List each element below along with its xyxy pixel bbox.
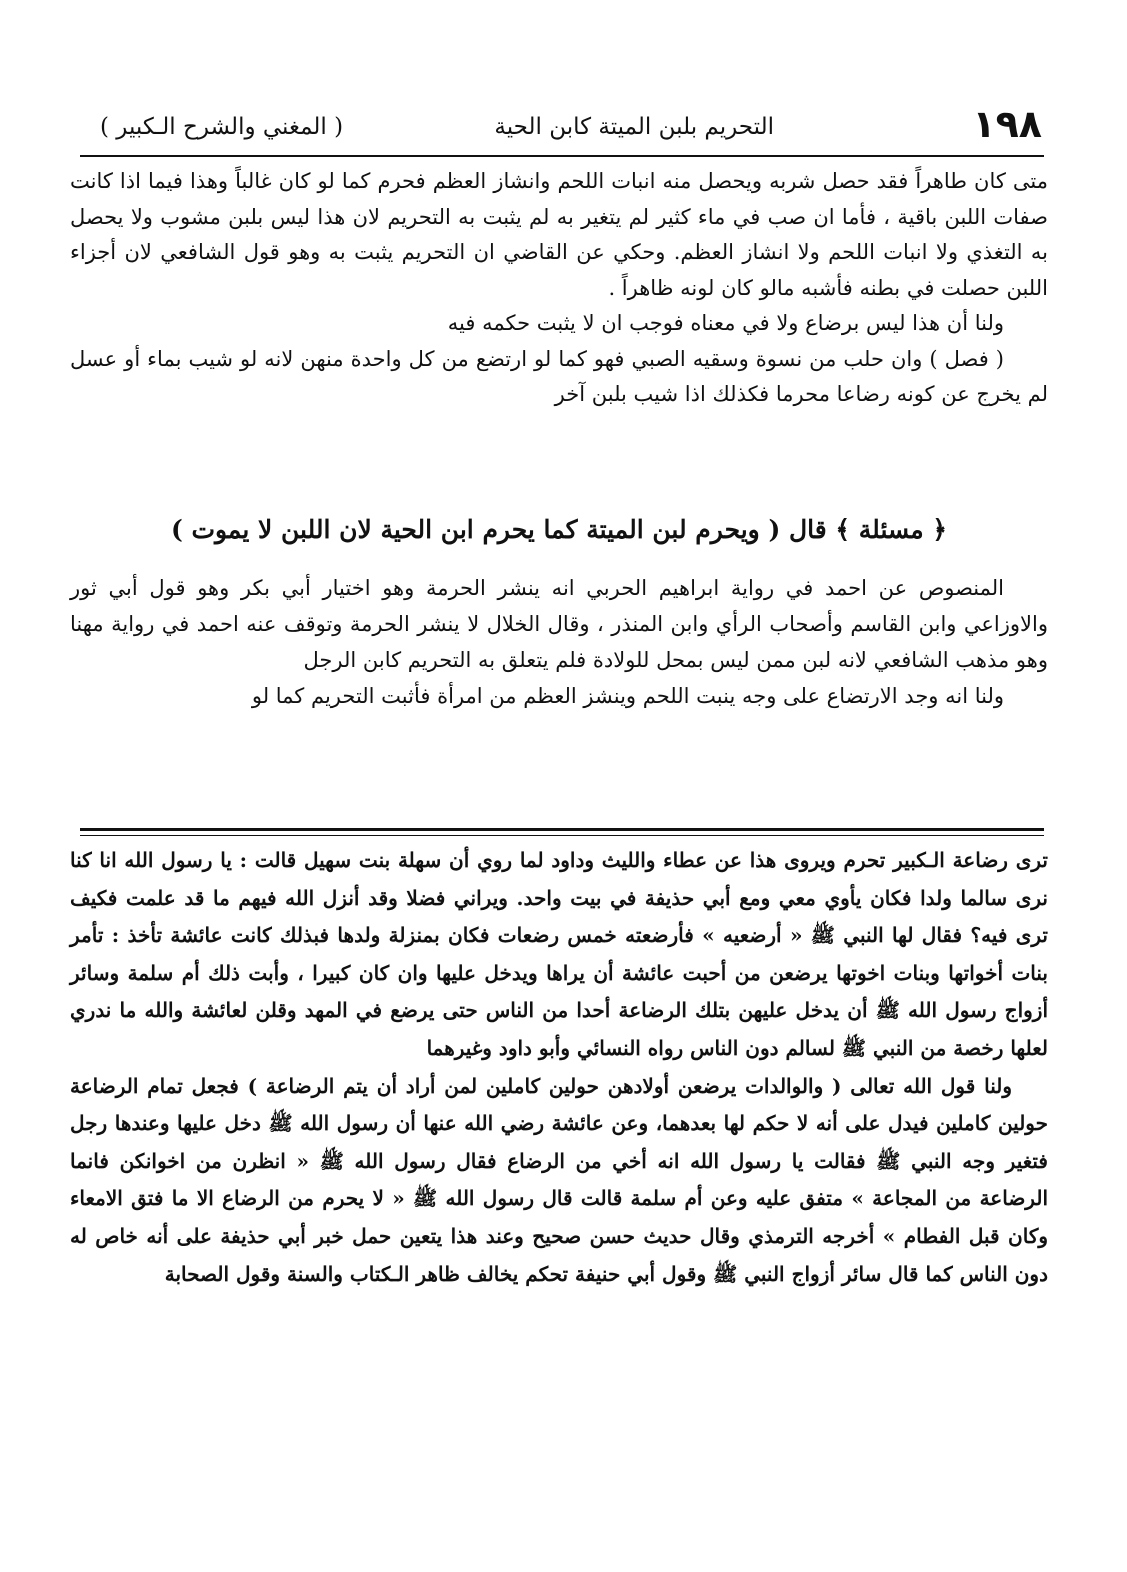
book-title: ( المغني والشرح الـكبير ) xyxy=(100,114,344,140)
main-paragraph: المنصوص عن احمد في رواية ابراهيم الحربي انه ينشر الحرمة وهو اختيار أبي بكر وهو قول أبي ثور والاوزاعي وابن القاسم وأصحاب الرأي وابن المنذر ، وقال الخلال لا ينشر الحرمة وتوقف عنه احمد في رواية مهنا وهو مذهب الشافعي لانه لبن ممن ليس بمحل للولادة فلم يتعلق به التحريم كابن الرجل xyxy=(70,576,1048,672)
masala-heading: ﴿ مسئلة ﴾ قال ( ويحرم لبن الميتة كما يحرم ابن الحية لان اللبن لا يموت ) xyxy=(170,515,948,544)
commentary-text xyxy=(70,842,1048,1293)
main-paragraph: ( فصل ) وان حلب من نسوة وسقيه الصبي فهو كما لو ارتضع من كل واحدة منهن لانه لو شيب بماء أو عسل لم يخرج عن كونه رضاعا محرما فكذلك اذا شيب بلبن آخر xyxy=(70,346,1048,406)
header-divider xyxy=(80,155,1044,157)
commentary-paragraph: ترى رضاعة الـكبير تحرم ويروى هذا عن عطاء والليث وداود لما روي أن سهلة بنت سهيل قالت : يا رسول الله انا كنا نرى سالما ولدا فكان يأوي معي ومع أبي حذيفة في بيت واحد. ويراني فضلا وقد أنزل الله فيهم ما قد علمت فكيف ترى فيه؟ فقال لها النبي ﷺ « أرضعيه » فأرضعته خمس رضعات فكان بمنزلة ولدها فبذلك كانت عائشة تأخذ : تأمر بنات أخواتها وبنات اخوتها يرضعن من أحبت عائشة أن يراها ويدخل عليها وان كان كبيرا ، وأبت ذلك أم سلمة وسائر أزواج رسول الله ﷺ أن يدخل عليهن بتلك الرضاعة أحدا من الناس حتى يرضع في المهد وقلن لعائشة والله ما ندري لعلها رخصة من النبي ﷺ لسالم دون الناس رواه النسائي وأبو داود وغيرهما xyxy=(70,848,1048,1060)
main-paragraph: ولنا أن هذا ليس برضاع ولا في معناه فوجب ان لا يثبت حكمه فيه xyxy=(447,311,1004,335)
commentary-divider-thin xyxy=(80,835,1044,836)
commentary-paragraph: ولنا قول الله تعالى ( والوالدات يرضعن أولادهن حولين كاملين لمن أراد أن يتم الرضاعة ) فجعل تمام الرضاعة حولين كاملين فيدل على أنه لا حكم لها بعدهما، وعن عائشة رضي الله عنها أن رسول الله ﷺ دخل عليها وعندها رجل فتغير وجه النبي ﷺ فقالت يا رسول الله انه أخي من الرضاع فقال رسول الله ﷺ « انظرن من اخوانكن فانما الرضاعة من المجاعة » متفق عليه وعن أم سلمة قالت قال رسول الله ﷺ « لا يحرم من الرضاع الا ما فتق الامعاء وكان قبل الفطام » أخرجه الترمذي وقال حديث حسن صحيح وعند هذا يتعين حمل خبر أبي حذيفة على أنه خاص له دون الناس كما قال سائر أزواج النبي ﷺ وقول أبي حنيفة تحكم يخالف ظاهر الـكتاب والسنة وقول الصحابة xyxy=(70,1073,1048,1286)
main-text xyxy=(70,164,1048,413)
main-text-continued xyxy=(70,570,1048,714)
page-number: ١٩٨ xyxy=(972,102,1042,146)
running-title: التحريم بلبن الميتة كابن الحية xyxy=(494,114,774,140)
main-paragraph: متى كان طاهراً فقد حصل شربه ويحصل منه انبات اللحم وانشاز العظم فحرم كما لو كان غالباً وهذا فيما اذا كانت صفات اللبن باقية ، فأما ان صب في ماء كثير لم يتغير به لم يثبت به التحريم لان هذا ليس بلبن مشوب ولا يحصل به التغذي ولا انبات اللحم ولا انشاز العظم. وحكي عن القاضي ان التحريم يثبت به وهو قول الشافعي لان أجزاء اللبن حصلت في بطنه فأشبه مالو كان لونه ظاهراً . xyxy=(70,169,1048,300)
main-paragraph: ولنا انه وجد الارتضاع على وجه ينبت اللحم وينشز العظم من امرأة فأثبت التحريم كما لو xyxy=(251,684,1004,708)
page-header xyxy=(80,102,1042,156)
commentary-divider xyxy=(80,828,1044,831)
